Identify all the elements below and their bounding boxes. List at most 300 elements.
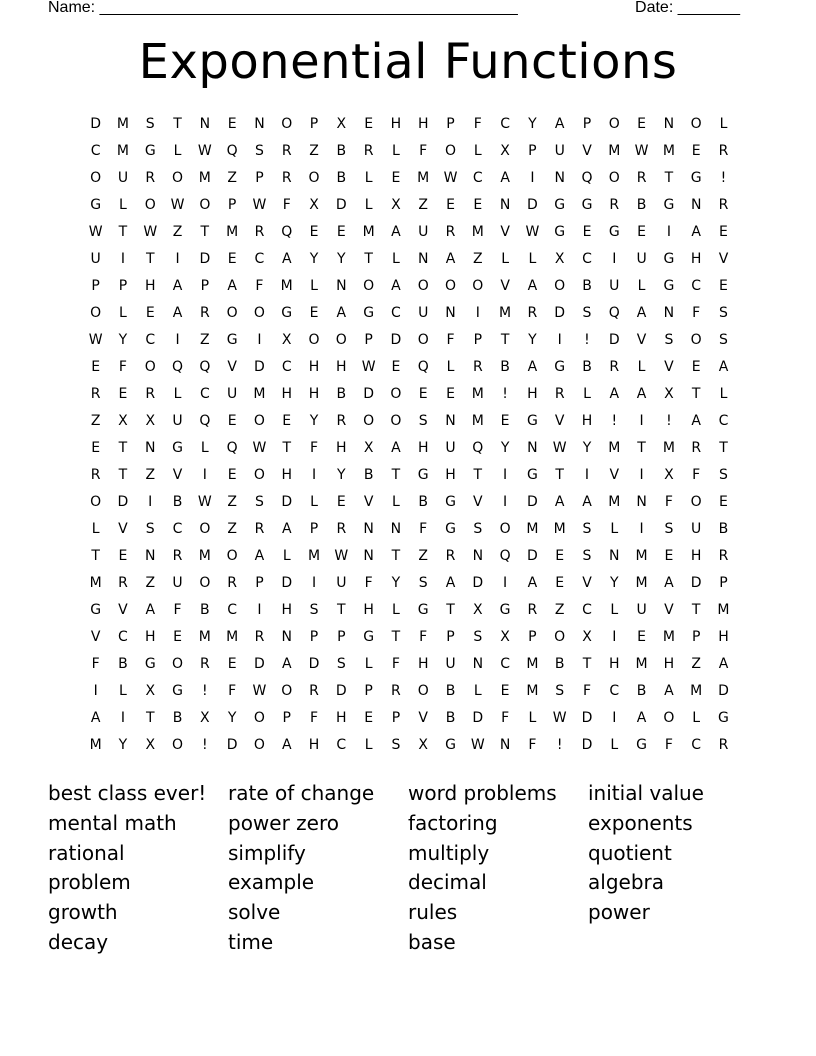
word-bank-item: factoring (408, 810, 498, 835)
grid-letter: S (664, 332, 674, 348)
grid-letter: T (664, 170, 674, 186)
grid-letter: D (472, 575, 484, 591)
grid-letter: L (119, 683, 127, 699)
grid-letter: U (418, 224, 429, 240)
grid-letter: R (227, 575, 237, 591)
grid-letter: M (717, 602, 730, 618)
grid-letter: X (500, 143, 510, 159)
grid-letter: E (118, 386, 128, 402)
grid-letter: F (501, 710, 510, 726)
grid-letter: E (282, 413, 292, 429)
grid-letter: D (554, 305, 566, 321)
grid-letter: V (554, 413, 565, 429)
grid-letter: D (690, 575, 702, 591)
grid-letter: Q (281, 224, 293, 240)
grid-letter: D (472, 710, 484, 726)
grid-letter: N (690, 197, 702, 213)
grid-letter: S (336, 656, 346, 672)
grid-letter: H (690, 251, 702, 267)
grid-letter: M (280, 278, 293, 294)
grid-letter: W (197, 143, 212, 159)
word-bank-item: mental math (48, 810, 177, 835)
grid-row (82, 138, 737, 165)
grid-letter: V (582, 575, 592, 591)
grid-letter: O (308, 332, 320, 348)
grid-letter: H (281, 386, 292, 402)
grid-letter: L (310, 278, 318, 294)
grid-letter: T (173, 116, 182, 132)
grid-letter: Y (118, 737, 128, 753)
grid-letter: R (391, 683, 401, 699)
grid-letter: T (145, 251, 155, 267)
grid-letter: W (170, 197, 185, 213)
grid-letter: U (172, 413, 183, 429)
grid-letter: G (526, 467, 538, 483)
grid-letter: R (527, 602, 538, 618)
grid-letter: I (612, 251, 617, 267)
grid-letter: O (199, 575, 211, 591)
grid-letter: A (691, 224, 701, 240)
grid-row (82, 192, 737, 219)
grid-letter: D (527, 548, 538, 564)
grid-letter: U (227, 386, 238, 402)
grid-letter: F (173, 602, 182, 618)
grid-letter: A (718, 656, 729, 672)
grid-letter: I (175, 332, 180, 348)
grid-letter: L (610, 602, 619, 618)
grid-letter: R (254, 521, 265, 537)
grid-letter: O (199, 197, 211, 213)
grid-row (82, 354, 737, 381)
grid-letter: D (581, 737, 593, 753)
grid-letter: Z (309, 143, 319, 159)
grid-letter: H (308, 386, 320, 402)
grid-letter: A (527, 359, 538, 375)
grid-letter: G (90, 602, 102, 618)
grid-letter: G (445, 494, 456, 510)
grid-letter: A (500, 170, 510, 186)
grid-letter: P (118, 278, 128, 294)
grid-letter: F (692, 305, 701, 321)
grid-letter: I (120, 251, 126, 267)
grid-letter: A (664, 575, 674, 591)
grid-letter: A (172, 278, 183, 294)
grid-letter: M (662, 143, 675, 159)
grid-letter: V (118, 602, 128, 618)
grid-letter: A (391, 224, 401, 240)
grid-letter: E (719, 224, 728, 240)
grid-letter: A (281, 521, 292, 537)
grid-letter: R (90, 386, 101, 402)
grid-letter: A (445, 251, 456, 267)
grid-letter: Z (145, 575, 156, 591)
grid-letter: C (472, 170, 483, 186)
grid-letter: P (309, 629, 319, 645)
grid-letter: M (553, 521, 566, 537)
grid-letter: A (391, 440, 401, 456)
grid-letter: A (254, 548, 265, 564)
grid-letter: O (417, 332, 429, 348)
word-bank-item: decimal (408, 870, 487, 895)
grid-letter: I (93, 683, 98, 699)
grid-letter: I (257, 602, 262, 618)
grid-letter: O (690, 494, 702, 510)
grid-row (82, 570, 737, 597)
grid-letter: Z (90, 413, 101, 429)
grid-letter: E (173, 629, 182, 645)
grid-letter: I (503, 467, 508, 483)
grid-letter: X (664, 386, 674, 402)
grid-letter: V (118, 521, 128, 537)
grid-letter: M (226, 224, 239, 240)
grid-letter: M (526, 521, 539, 537)
grid-letter: O (417, 683, 429, 699)
grid-letter: N (145, 440, 156, 456)
grid-letter: E (691, 359, 701, 375)
grid-letter: V (636, 332, 647, 348)
grid-letter: A (691, 413, 701, 429)
grid-letter: Y (610, 575, 619, 591)
grid-letter: M (635, 548, 648, 564)
grid-letter: E (555, 575, 565, 591)
grid-letter: L (637, 278, 646, 294)
grid-letter: M (526, 683, 539, 699)
grid-letter: L (173, 386, 182, 402)
grid-letter: U (609, 278, 620, 294)
grid-letter: A (527, 575, 538, 591)
grid-letter: M (690, 683, 703, 699)
grid-letter: G (554, 224, 566, 240)
grid-letter: R (281, 143, 292, 159)
grid-letter: N (527, 440, 538, 456)
grid-letter: W (88, 332, 103, 348)
grid-letter: M (417, 170, 430, 186)
grid-letter: O (444, 143, 457, 159)
grid-letter: T (337, 602, 346, 618)
grid-letter: V (609, 467, 620, 483)
word-bank-item: exponents (588, 810, 693, 835)
grid-letter: R (281, 170, 292, 186)
grid-letter: T (282, 440, 291, 456)
grid-row (82, 624, 737, 651)
grid-letter: H (663, 656, 675, 672)
grid-letter: F (309, 710, 319, 726)
grid-letter: E (446, 386, 455, 402)
grid-letter: X (281, 332, 292, 348)
grid-letter: H (417, 440, 429, 456)
grid-letter: S (418, 413, 428, 429)
grid-letter: V (172, 467, 183, 483)
grid-letter: P (391, 710, 401, 726)
grid-letter: R (172, 548, 183, 564)
grid-letter: X (118, 413, 128, 429)
worksheet-header (48, 0, 740, 19)
grid-letter: G (363, 629, 375, 645)
grid-letter: L (392, 602, 400, 618)
grid-letter: G (663, 197, 675, 213)
grid-letter: O (444, 278, 457, 294)
grid-letter: R (472, 359, 483, 375)
grid-letter: U (691, 521, 702, 537)
grid-letter: I (557, 332, 562, 348)
grid-letter: T (691, 386, 701, 402)
grid-letter: O (554, 278, 566, 294)
grid-letter: F (391, 656, 400, 672)
grid-letter: V (500, 278, 510, 294)
grid-letter: U (445, 440, 456, 456)
grid-letter: I (503, 575, 508, 591)
grid-letter: R (199, 656, 210, 672)
grid-letter: T (391, 548, 401, 564)
grid-letter: R (309, 683, 319, 699)
grid-letter: B (718, 521, 729, 537)
grid-letter: I (639, 413, 644, 429)
grid-letter: D (527, 197, 538, 213)
grid-letter: D (281, 575, 293, 591)
grid-letter: R (445, 224, 456, 240)
grid-letter: O (690, 116, 702, 132)
grid-row (82, 516, 737, 543)
grid-letter: B (336, 143, 347, 159)
grid-letter: E (227, 467, 237, 483)
grid-letter: A (664, 683, 674, 699)
grid-letter: T (391, 467, 401, 483)
grid-letter: I (666, 224, 671, 240)
grid-letter: S (719, 332, 728, 348)
grid-letter: H (308, 737, 320, 753)
grid-letter: R (609, 359, 620, 375)
grid-letter: ! (202, 683, 208, 699)
grid-letter: C (254, 251, 265, 267)
grid-letter: T (500, 332, 510, 348)
grid-letter: T (391, 629, 401, 645)
grid-letter: W (634, 143, 649, 159)
word-bank-item: rate of change (228, 781, 375, 805)
grid-letter: W (197, 494, 212, 510)
grid-letter: S (473, 521, 483, 537)
grid-letter: N (663, 305, 675, 321)
grid-letter: C (500, 116, 510, 132)
grid-letter: O (172, 737, 184, 753)
grid-letter: G (226, 332, 238, 348)
grid-letter: L (364, 197, 373, 213)
grid-letter: N (199, 116, 211, 132)
grid-letter: L (119, 305, 127, 321)
grid-letter: N (254, 116, 265, 132)
grid-row (82, 462, 737, 489)
grid-letter: Q (199, 413, 211, 429)
grid-letter: M (198, 548, 211, 564)
grid-row (82, 543, 737, 570)
grid-letter: N (609, 548, 620, 564)
grid-letter: G (526, 413, 538, 429)
grid-letter: G (172, 440, 183, 456)
grid-letter: U (418, 305, 429, 321)
grid-letter: R (336, 413, 347, 429)
grid-letter: W (88, 224, 103, 240)
grid-letter: M (471, 413, 484, 429)
grid-letter: M (526, 656, 539, 672)
grid-letter: C (281, 359, 292, 375)
grid-letter: R (145, 386, 156, 402)
grid-letter: P (309, 521, 319, 537)
grid-letter: H (690, 548, 702, 564)
grid-row (82, 705, 737, 732)
grid-letter: M (499, 305, 512, 321)
grid-letter: B (445, 683, 456, 699)
grid-letter: N (554, 170, 565, 186)
grid-letter: L (719, 386, 728, 402)
grid-letter: L (310, 494, 318, 510)
grid-letter: O (253, 413, 265, 429)
grid-letter: M (116, 143, 129, 159)
grid-letter: P (255, 170, 264, 186)
grid-letter: H (527, 386, 538, 402)
grid-letter: T (364, 251, 373, 267)
grid-letter: Q (608, 305, 620, 321)
grid-letter: Y (337, 467, 346, 483)
grid-letter: H (445, 467, 456, 483)
grid-letter: B (636, 197, 647, 213)
grid-letter: P (309, 116, 319, 132)
grid-letter: L (501, 251, 509, 267)
grid-letter: X (309, 197, 319, 213)
grid-row (82, 300, 737, 327)
grid-letter: S (719, 467, 728, 483)
grid-row (82, 732, 737, 759)
grid-letter: E (637, 116, 647, 132)
grid-letter: H (336, 440, 347, 456)
grid-letter: E (336, 494, 346, 510)
grid-letter: Y (309, 413, 319, 429)
grid-letter: M (198, 170, 211, 186)
grid-letter: C (500, 656, 510, 672)
grid-letter: P (528, 143, 537, 159)
grid-letter: E (227, 656, 237, 672)
grid-letter: P (91, 278, 100, 294)
grid-letter: E (582, 224, 592, 240)
grid-letter: R (363, 143, 374, 159)
grid-letter: G (417, 602, 429, 618)
grid-letter: N (636, 494, 647, 510)
grid-letter: O (390, 386, 402, 402)
grid-letter: Q (581, 170, 593, 186)
grid-letter: G (718, 710, 729, 726)
grid-letter: S (555, 683, 565, 699)
grid-letter: D (335, 683, 347, 699)
grid-letter: D (226, 737, 238, 753)
word-bank-row (48, 898, 808, 928)
grid-letter: F (582, 683, 592, 699)
grid-letter: W (252, 683, 267, 699)
grid-letter: R (691, 440, 702, 456)
grid-letter: H (609, 656, 620, 672)
grid-letter: E (91, 440, 101, 456)
grid-letter: X (145, 683, 156, 699)
grid-letter: O (281, 683, 293, 699)
grid-letter: B (200, 602, 210, 618)
grid-letter: S (145, 521, 155, 537)
grid-letter: V (664, 602, 674, 618)
grid-letter: A (227, 278, 237, 294)
grid-letter: S (719, 305, 728, 321)
grid-letter: L (719, 116, 728, 132)
grid-row (82, 111, 737, 138)
grid-letter: M (662, 440, 675, 456)
grid-letter: R (718, 143, 729, 159)
grid-letter: F (255, 278, 264, 294)
grid-letter: Q (472, 440, 484, 456)
grid-letter: L (610, 737, 619, 753)
word-bank-item: multiply (408, 840, 490, 865)
grid-letter: P (691, 629, 701, 645)
grid-letter: W (334, 548, 349, 564)
grid-letter: Y (391, 575, 401, 591)
grid-letter: ! (202, 737, 208, 753)
grid-letter: G (690, 170, 702, 186)
grid-letter: D (199, 251, 211, 267)
grid-letter: P (255, 575, 264, 591)
grid-letter: M (471, 386, 484, 402)
grid-letter: C (609, 683, 620, 699)
grid-letter: N (472, 548, 484, 564)
grid-letter: M (307, 548, 321, 564)
grid-letter: W (361, 359, 376, 375)
grid-letter: G (417, 467, 429, 483)
grid-letter: O (554, 629, 566, 645)
grid-letter: A (718, 359, 729, 375)
grid-letter: W (443, 170, 458, 186)
grid-letter: P (227, 197, 237, 213)
grid-letter: Z (473, 251, 483, 267)
grid-letter: ! (720, 170, 727, 186)
grid-letter: N (145, 548, 156, 564)
grid-letter: E (637, 629, 647, 645)
grid-letter: H (390, 116, 402, 132)
grid-letter: X (145, 737, 156, 753)
grid-letter: W (252, 440, 267, 456)
grid-letter: O (417, 278, 429, 294)
grid-letter: H (417, 116, 429, 132)
grid-letter: S (309, 602, 319, 618)
grid-letter: A (636, 710, 647, 726)
grid-letter: S (473, 629, 483, 645)
grid-letter: G (499, 602, 511, 618)
grid-letter: D (308, 656, 320, 672)
grid-row (82, 435, 737, 462)
grid-letter: ! (584, 332, 590, 348)
grid-row (82, 246, 737, 273)
grid-letter: E (118, 548, 128, 564)
grid-letter: L (91, 521, 100, 537)
grid-letter: B (336, 386, 347, 402)
page-title: Exponential Functions (138, 34, 678, 90)
grid-letter: E (145, 305, 155, 321)
word-bank-item: growth (48, 900, 118, 925)
grid-letter: S (254, 143, 264, 159)
grid-letter: R (199, 305, 210, 321)
grid-letter: M (253, 386, 266, 402)
grid-row (82, 273, 737, 300)
grid-letter: G (663, 278, 675, 294)
grid-letter: C (199, 386, 210, 402)
grid-letter: D (718, 683, 729, 699)
grid-letter: P (337, 629, 346, 645)
grid-letter: A (554, 116, 565, 132)
grid-letter: B (500, 359, 510, 375)
grid-letter: C (172, 521, 183, 537)
grid-letter: M (662, 629, 675, 645)
